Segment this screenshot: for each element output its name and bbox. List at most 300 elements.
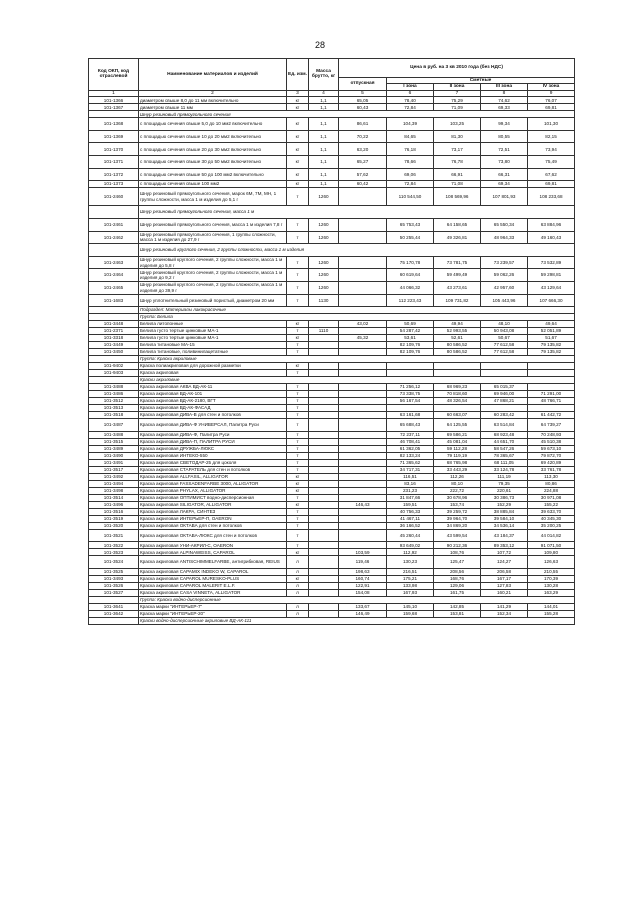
zone-3-price-cell: 167,17 [481,575,528,582]
zone-3-price-cell: 89 353,12 [481,542,528,549]
zone-2-price-cell [434,363,481,370]
zone-4-price-cell: 30 971,08 [528,494,575,501]
zone-1-price-cell: 44 066,32 [387,281,434,294]
zone-4-price-cell: 155,28 [528,610,575,617]
zone-2-price-cell: 142,85 [434,603,481,610]
zone-1-price-cell: 112,92 [387,549,434,556]
zone-1-price-cell: 167,93 [387,589,434,596]
table-row [89,515,575,522]
code-cell [89,111,139,118]
code-cell: 101-3520 [89,522,139,529]
release-price-cell [339,294,387,307]
unit-cell: л [287,589,309,596]
name-cell: с площадью сечения свыше 100 мм2 [139,181,287,188]
zone-3-price-cell: 111,19 [481,473,528,480]
zone-1-price-cell: 46 708,41 [387,438,434,445]
name-cell: Краска акриловая FASSADENFARBE 3000, ALLIGATOR [139,480,287,487]
table-row [89,256,575,269]
code-cell: 101-3496 [89,501,139,508]
page-number: 28 [314,40,325,50]
zone-2-price-cell: 161,75 [434,589,481,596]
code-cell: 101-1366 [89,97,139,104]
mass-cell: 1,1 [309,181,339,188]
mass-cell: 1260 [309,256,339,269]
mass-cell [309,610,339,617]
zone-4-price-cell: 79 872,70 [528,452,575,459]
zone-2-price-cell: 30 678,96 [434,494,481,501]
code-cell: 101-3518 [89,412,139,419]
mass-cell: 1110 [309,328,339,335]
unit-cell: кг [287,168,309,181]
name-cell: Краска акриловая СВЕТОДАР-25 для цоколя [139,459,287,466]
unit-cell: кг [287,97,309,104]
mass-cell: 1,1 [309,168,339,181]
zone-4-price-cell: 49 160,43 [528,231,575,244]
table-row [89,370,575,377]
zone-3-price-cell: 38 885,84 [481,508,528,515]
header-zone-1: I зона [387,84,434,90]
table-row [89,487,575,494]
code-cell: 101-3489 [89,445,139,452]
unit-cell: л [287,568,309,575]
zone-4-price-cell [528,384,575,391]
zone-1-price-cell: 83,16 [387,480,434,487]
unit-cell: кг [287,501,309,508]
zone-3-price-cell: 47 868,21 [481,398,528,405]
zone-3-price-cell: 50,67 [481,335,528,342]
name-cell: Краска акриловая СТАРАТЕЛЬ для стен и потолков [139,466,287,473]
unit-cell: т [287,269,309,282]
zone-2-price-cell: 109 731,82 [434,294,481,307]
name-cell: Краска акриловая ОПТИМИСТ водно-дисперсионная [139,494,287,501]
name-cell: Шнур резиновый круглого сечения, 2 группы сложности, масса 1 м изделия до 39,9 г [139,281,287,294]
mass-cell [309,342,339,349]
mass-cell [309,412,339,419]
group-row [89,377,575,384]
name-cell: Шнур резиновый прямоугольного сечения, 1 группы сложности, масса 1 м изделия до 27,9 г [139,231,287,244]
zone-4-price-cell: 76,07 [528,97,575,104]
unit-cell: кг [287,335,309,342]
mass-cell: 1,1 [309,156,339,169]
header-unit: Ед. изм. [287,59,309,91]
zone-4-price-cell: 113,30 [528,473,575,480]
name-cell: Краска акриловая ДИВА-В для стен и потолков [139,412,287,419]
table-row [89,391,575,398]
unit-cell: кг [287,363,309,370]
code-cell: 101-1373 [89,181,139,188]
zone-3-price-cell: 43 184,37 [481,529,528,542]
name-cell: Шнур резиновый прямоугольного сечения, масса 1 м изделия 7,8 г [139,218,287,231]
zone-3-price-cell: 65 550,34 [481,218,528,231]
zone-4-price-cell: 59 673,10 [528,445,575,452]
zone-2-price-cell: 39 964,70 [434,515,481,522]
unit-cell: кг [287,181,309,188]
zone-1-price-cell: 69,06 [387,168,434,181]
zone-4-price-cell: 61 442,72 [528,412,575,419]
code-cell: 101-3488 [89,431,139,438]
zone-2-price-cell: 79 119,19 [434,452,481,459]
zone-1-price-cell: 41 467,11 [387,515,434,522]
table-row [89,452,575,459]
mass-cell: 1260 [309,269,339,282]
release-price-cell [339,281,387,294]
zone-2-price-cell: 66,91 [434,168,481,181]
zone-2-price-cell: 108 569,96 [434,188,481,206]
release-price-cell: 86,61 [339,118,387,131]
mass-cell [309,391,339,398]
header-zone-2: II зона [434,84,481,90]
header-release-price: отпускная [339,78,387,91]
mass-cell: 1,1 [309,97,339,104]
table-row [89,419,575,432]
zone-2-price-cell: 69 586,21 [434,431,481,438]
zone-2-price-cell: 34 869,20 [434,522,481,529]
zone-1-price-cell: 73 338,75 [387,391,434,398]
release-price-cell [339,480,387,487]
unit-cell: кг [287,473,309,480]
zone-1-price-cell: 78,40 [387,97,434,104]
mass-cell [309,398,339,405]
unit-cell: т [287,231,309,244]
table-row [89,582,575,589]
unit-cell: т [287,419,309,432]
zone-2-price-cell: 64 158,65 [434,218,481,231]
name-cell: Краска полиакриловая для дорожной разметки [139,363,287,370]
zone-3-price-cell: 99,34 [481,118,528,131]
zone-4-price-cell: 91 071,50 [528,542,575,549]
zone-2-price-cell: 39 259,72 [434,508,481,515]
mass-cell [309,603,339,610]
zone-4-price-cell: 224,88 [528,487,575,494]
unit-cell: т [287,398,309,405]
zone-4-price-cell: 73,94 [528,143,575,156]
name-cell: с площадью сечения свыше 10 до 20 мм2 включительно [139,130,287,143]
unit-cell: т [287,522,309,529]
release-price-cell [339,218,387,231]
zone-4-price-cell: 69 420,89 [528,459,575,466]
zone-4-price-cell: 170,39 [528,575,575,582]
zone-4-price-cell: 73 532,89 [528,256,575,269]
code-cell: 101-3527 [89,589,139,596]
table-row [89,459,575,466]
zone-4-price-cell: 44 014,82 [528,529,575,542]
header-price-title: Цена в руб. на 3 кв 2010 года (без НДС) [339,59,575,78]
name-cell: Краска акриловая ИНТЕКО-550 [139,452,287,459]
table-row [89,181,575,188]
table-row [89,118,575,131]
column-index: 6 [387,90,434,96]
mass-cell [309,473,339,480]
group-title-cell: Шнур резиновый прямоугольного сечения [139,111,575,118]
zone-3-price-cell: 42 957,60 [481,281,528,294]
zone-1-price-cell: 60 619,64 [387,269,434,282]
release-price-cell [339,473,387,480]
zone-2-price-cell: 71,08 [434,181,481,188]
unit-cell: т [287,529,309,542]
release-price-cell [339,466,387,473]
unit-cell: т [287,328,309,335]
name-cell: с площадью сечения свыше 20 до 30 мм2 включительно [139,143,287,156]
zone-4-price-cell: 59 298,81 [528,269,575,282]
release-price-cell [339,459,387,466]
name-cell: Краска акриловая ANTISCHIMMELFARBE, антигрибковая, REIUS [139,556,287,569]
table-row [89,568,575,575]
group-row [89,617,575,624]
release-price-cell: 198,63 [339,568,387,575]
name-cell: Краска акриловая ВД-АК-101 [139,391,287,398]
zone-1-price-cell: 63 161,68 [387,412,434,419]
mass-cell [309,445,339,452]
group-row [89,356,575,363]
zone-3-price-cell: 107,72 [481,549,528,556]
zone-4-price-cell: 130,28 [528,582,575,589]
unit-cell: т [287,391,309,398]
code-cell: 101-3522 [89,542,139,549]
zone-2-price-cell: 60 663,07 [434,412,481,419]
zone-4-price-cell: 80,86 [528,480,575,487]
table-row [89,575,575,582]
zone-2-price-cell: 68 969,23 [434,384,481,391]
zone-1-price-cell: 133,98 [387,582,434,589]
name-cell: Краска марки "ИНТЕРЬЕР-20" [139,610,287,617]
name-cell: Краска акриловая ОКТАВА для стен и потолков [139,522,287,529]
release-price-cell: 146,43 [339,501,387,508]
column-index: 2 [139,90,287,96]
unit-cell: кг [287,321,309,328]
zone-1-price-cell: 82 109,76 [387,342,434,349]
code-cell: 101-1367 [89,104,139,111]
table-row [89,529,575,542]
zone-2-price-cell: 208,56 [434,568,481,575]
unit-cell: т [287,405,309,412]
group-title-cell: Шнур резиновый прямоугольного сечения, масса 1 м [139,206,575,219]
table-row [89,398,575,405]
mass-cell [309,542,339,549]
header-zone-3: III зона [481,84,528,90]
unit-cell: т [287,466,309,473]
code-cell [89,377,139,384]
code-cell: 101-2465 [89,281,139,294]
zone-1-price-cell: 50 255,44 [387,231,434,244]
group-title-cell: Шнур резиновый круглого сечения, 2 группы сложности, масса 1 м изделия [139,244,575,257]
group-title-cell: Группа: Краски водно-дисперсионные [139,596,575,603]
zone-3-price-cell: 30 386,73 [481,494,528,501]
unit-cell: кг [287,130,309,143]
zone-3-price-cell: 63 514,84 [481,419,528,432]
table-row [89,412,575,419]
zone-4-price-cell: 70 248,93 [528,431,575,438]
code-cell: 101-3514 [89,494,139,501]
group-title-cell: Группа: Белила [139,314,575,321]
zone-3-price-cell [481,363,528,370]
release-price-cell [339,231,387,244]
zone-1-price-cell: 84,65 [387,130,434,143]
column-index: 7 [434,90,481,96]
zone-2-price-cell: 153,74 [434,501,481,508]
zone-2-price-cell: 70 818,60 [434,391,481,398]
zone-2-price-cell: 52,61 [434,335,481,342]
zone-1-price-cell: 50,69 [387,321,434,328]
zone-2-price-cell: 49 326,81 [434,231,481,244]
unit-cell: т [287,438,309,445]
release-price-cell [339,349,387,356]
zone-2-price-cell: 222,72 [434,487,481,494]
unit-cell: л [287,556,309,569]
zone-4-price-cell: 45 510,38 [528,438,575,445]
name-cell: Шнур уплотнительный резиновый пористый, диаметром 20 мм [139,294,287,307]
release-price-cell: 45,32 [339,335,387,342]
zone-3-price-cell: 66,31 [481,168,528,181]
zone-3-price-cell: 39 584,10 [481,515,528,522]
zone-1-price-cell: 82 109,76 [387,349,434,356]
name-cell: Краска акриловая ДИВА-Ф, Палитра Руси [139,431,287,438]
code-cell: 101-9403 [89,370,139,377]
table-row [89,97,575,104]
zone-4-price-cell: 35 200,25 [528,522,575,529]
code-cell: 101-3486 [89,391,139,398]
unit-cell: т [287,294,309,307]
unit-cell: т [287,494,309,501]
mass-cell [309,459,339,466]
group-title-cell: Краски водно-дисперсионные акриловые ВД-АК-111 [139,617,575,624]
name-cell: диаметром свыше 8,0 до 11 мм включительно [139,97,287,104]
group-row [89,244,575,257]
zone-4-price-cell: 75,49 [528,156,575,169]
mass-cell [309,549,339,556]
group-title-cell: Краски акриловые [139,377,575,384]
unit-cell: т [287,256,309,269]
column-index: 3 [287,90,309,96]
zone-2-price-cell: 71,09 [434,104,481,111]
zone-3-price-cell [481,370,528,377]
zone-2-price-cell: 125,47 [434,556,481,569]
name-cell: Краска акриловая ЛАКРА, СИНТЕЗ [139,508,287,515]
table-row [89,130,575,143]
zone-4-price-cell: 144,01 [528,603,575,610]
mass-cell [309,384,339,391]
release-price-cell: 103,59 [339,549,387,556]
release-price-cell [339,405,387,412]
table-row [89,321,575,328]
zone-3-price-cell: 107 801,93 [481,188,528,206]
name-cell: Белила титановые, поливинилацетатные [139,349,287,356]
zone-3-price-cell: 206,58 [481,568,528,575]
zone-3-price-cell: 48 964,33 [481,231,528,244]
code-cell: 101-3487 [89,419,139,432]
name-cell: Краска акриловая ALLFASIL, ALLIGATOR [139,473,287,480]
zone-3-price-cell: 44 651,70 [481,438,528,445]
zone-4-price-cell [528,405,575,412]
zone-3-price-cell: 73 239,57 [481,256,528,269]
unit-cell: кг [287,487,309,494]
release-price-cell [339,529,387,542]
code-cell: 101-3515 [89,438,139,445]
table-row [89,431,575,438]
zone-4-price-cell: 52 051,89 [528,328,575,335]
release-price-cell [339,370,387,377]
code-cell [89,356,139,363]
mass-cell: 1130 [309,294,339,307]
name-cell: Краска акриловая ОКТАВА-ЛЮКС для стен и потолков [139,529,287,542]
zone-4-price-cell: 210,55 [528,568,575,575]
unit-cell: т [287,412,309,419]
mass-cell [309,431,339,438]
zone-2-price-cell: 80,10 [434,480,481,487]
group-row [89,307,575,314]
zone-1-price-cell: 34 717,31 [387,466,434,473]
zone-2-price-cell: 112,26 [434,473,481,480]
zone-3-price-cell: 127,83 [481,582,528,589]
name-cell: Шнур резиновый круглого сечения, 2 группы сложности, масса 1 м изделия до 5,8 г [139,256,287,269]
zone-4-price-cell: 43 129,64 [528,281,575,294]
table-row [89,104,575,111]
zone-1-price-cell: 61 362,05 [387,445,434,452]
unit-cell: кг [287,104,309,111]
mass-cell [309,405,339,412]
table-row [89,549,575,556]
zone-3-price-cell: 80,55 [481,130,528,143]
release-price-cell: 122,91 [339,582,387,589]
table-row [89,466,575,473]
zone-4-price-cell: 163,29 [528,589,575,596]
table-row [89,168,575,181]
mass-cell [309,556,339,569]
zone-3-price-cell: 77 612,58 [481,349,528,356]
table-row [89,522,575,529]
code-cell: 101-2460 [89,188,139,206]
code-cell: 101-3491 [89,459,139,466]
zone-4-price-cell: 101,30 [528,118,575,131]
zone-3-price-cell: 68 111,05 [481,459,528,466]
zone-4-price-cell: 79 135,82 [528,349,575,356]
zone-4-price-cell: 71 291,00 [528,391,575,398]
table-row [89,501,575,508]
name-cell: Белила титановые МА-15 [139,342,287,349]
mass-cell [309,452,339,459]
zone-4-price-cell: 63 884,96 [528,218,575,231]
table-row [89,294,575,307]
name-cell: диаметром свыше 11 мм [139,104,287,111]
table-row [89,269,575,282]
zone-3-price-cell: 68 923,48 [481,431,528,438]
code-cell: 101-3521 [89,529,139,542]
mass-cell [309,501,339,508]
zone-1-price-cell: 36 166,52 [387,522,434,529]
release-price-cell: 43,02 [339,321,387,328]
release-price-cell [339,412,387,419]
zone-3-price-cell: 141,29 [481,603,528,610]
code-cell: 101-3513 [89,405,139,412]
name-cell: Белила литопонные [139,321,287,328]
mass-cell: 1260 [309,281,339,294]
code-cell: 101-1683 [89,294,139,307]
release-price-cell [339,452,387,459]
release-price-cell [339,269,387,282]
mass-cell: 1,1 [309,143,339,156]
zone-2-price-cell: 129,06 [434,582,481,589]
mass-cell [309,522,339,529]
code-cell [89,596,139,603]
zone-4-price-cell: 39 633,70 [528,508,575,515]
zone-2-price-cell: 80 586,52 [434,342,481,349]
zone-4-price-cell: 108 233,68 [528,188,575,206]
mass-cell [309,480,339,487]
unit-cell: т [287,384,309,391]
zone-4-price-cell: 107 666,30 [528,294,575,307]
zone-3-price-cell: 74,62 [481,97,528,104]
zone-2-price-cell: 64 125,55 [434,419,481,432]
mass-cell: 1,1 [309,118,339,131]
